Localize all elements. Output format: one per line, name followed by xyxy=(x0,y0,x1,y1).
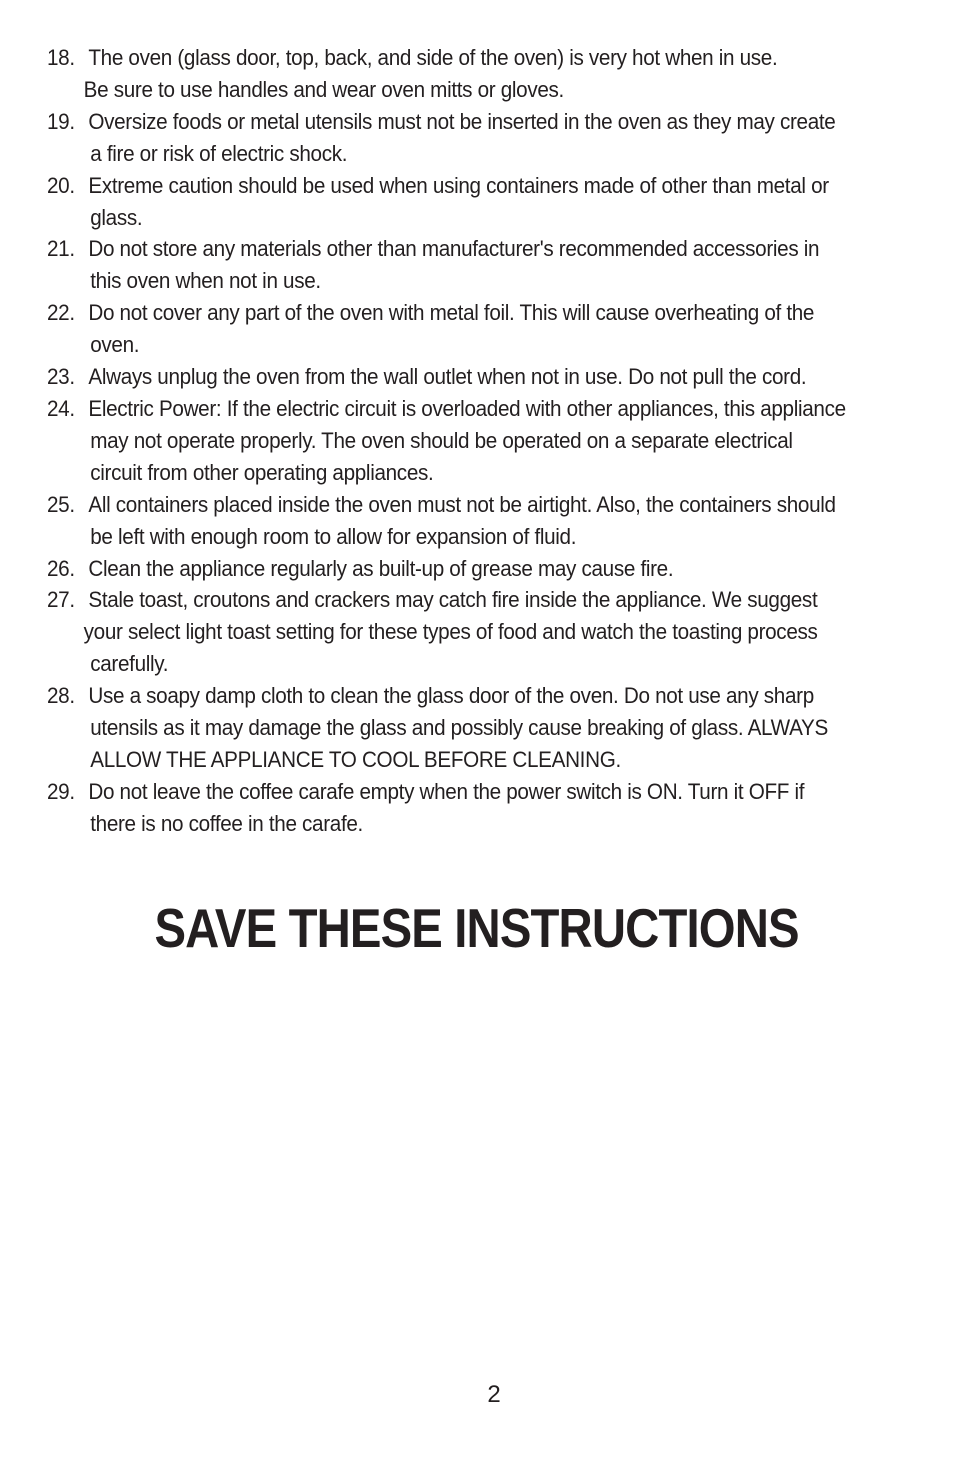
item-number: 24. xyxy=(47,395,75,421)
list-item xyxy=(47,361,927,393)
item-line: there is no coffee in the carafe. xyxy=(90,810,363,836)
list-item xyxy=(47,297,927,361)
page-heading-text: SAVE THESE INSTRUCTIONS xyxy=(154,897,800,959)
list-item xyxy=(47,489,927,553)
item-number: 21. xyxy=(47,236,75,262)
list-item xyxy=(47,584,927,680)
list-item xyxy=(47,170,927,234)
list-item xyxy=(47,233,927,297)
item-line: circuit from other operating appliances. xyxy=(90,459,434,485)
item-line: Do not store any materials other than manufacturer's recommended accessories in xyxy=(88,236,820,262)
item-text xyxy=(47,42,927,106)
item-text xyxy=(47,776,927,840)
list-item xyxy=(47,553,927,585)
item-number: 19. xyxy=(47,108,75,134)
instructions-list xyxy=(47,42,927,840)
item-line: Electric Power: If the electric circuit is overloaded with other appliances, this appliance xyxy=(88,395,846,421)
item-text xyxy=(47,106,927,170)
item-number: 25. xyxy=(47,491,75,517)
item-number: 29. xyxy=(47,778,75,804)
item-line: The oven (glass door, top, back, and side of the oven) is very hot when in use. xyxy=(88,45,778,70)
item-line: Be sure to use handles and wear oven mitts or gloves. xyxy=(83,76,564,102)
list-item xyxy=(47,393,927,489)
item-line: Do not cover any part of the oven with metal foil. This will cause overheating of the xyxy=(88,300,815,326)
item-line: may not operate properly. The oven should be operated on a separate electrical xyxy=(90,427,793,453)
item-line: Always unplug the oven from the wall outlet when not in use. Do not pull the cord. xyxy=(88,364,807,390)
list-item xyxy=(47,776,927,840)
item-line: Do not leave the coffee carafe empty when the power switch is ON. Turn it OFF if xyxy=(88,778,805,804)
item-text xyxy=(47,584,927,680)
item-text xyxy=(47,361,927,393)
item-text xyxy=(47,553,927,585)
item-line: your select light toast setting for these types of food and watch the toasting process xyxy=(83,619,818,645)
item-text xyxy=(47,489,927,553)
page-number: 2 xyxy=(487,1381,501,1408)
item-number: 27. xyxy=(47,587,75,613)
item-line: utensils as it may damage the glass and possibly cause breaking of glass. ALWAYS xyxy=(90,715,828,741)
item-text xyxy=(47,297,927,361)
item-line: ALLOW THE APPLIANCE TO COOL BEFORE CLEANING. xyxy=(90,746,621,772)
item-line: oven. xyxy=(90,332,140,358)
item-text xyxy=(47,170,927,234)
item-text xyxy=(47,233,927,297)
item-line: All containers placed inside the oven must not be airtight. Also, the containers should xyxy=(88,491,836,517)
item-line: Stale toast, croutons and crackers may catch fire inside the appliance. We suggest xyxy=(88,587,818,613)
item-number: 23. xyxy=(47,364,75,390)
item-line: Oversize foods or metal utensils must not be inserted in the oven as they may create xyxy=(88,108,836,134)
item-line: Clean the appliance regularly as built-up of grease may cause fire. xyxy=(88,555,674,581)
list-item xyxy=(47,680,927,776)
item-number: 28. xyxy=(47,683,75,709)
item-line: be left with enough room to allow for expansion of fluid. xyxy=(90,523,577,549)
item-line: Extreme caution should be used when using containers made of other than metal or xyxy=(88,172,829,198)
item-number: 20. xyxy=(47,172,75,198)
item-line: glass. xyxy=(90,204,143,230)
list-item xyxy=(47,42,927,106)
item-number: 18. xyxy=(47,45,75,70)
item-number: 22. xyxy=(47,300,75,326)
list-item xyxy=(47,106,927,170)
item-line: a fire or risk of electric shock. xyxy=(90,140,348,166)
page-heading xyxy=(0,893,954,963)
item-number: 26. xyxy=(47,555,75,581)
item-line: carefully. xyxy=(90,651,169,677)
item-text xyxy=(47,680,927,776)
item-text xyxy=(47,393,927,489)
item-line: this oven when not in use. xyxy=(90,268,321,294)
item-line: Use a soapy damp cloth to clean the glass door of the oven. Do not use any sharp xyxy=(88,683,814,709)
